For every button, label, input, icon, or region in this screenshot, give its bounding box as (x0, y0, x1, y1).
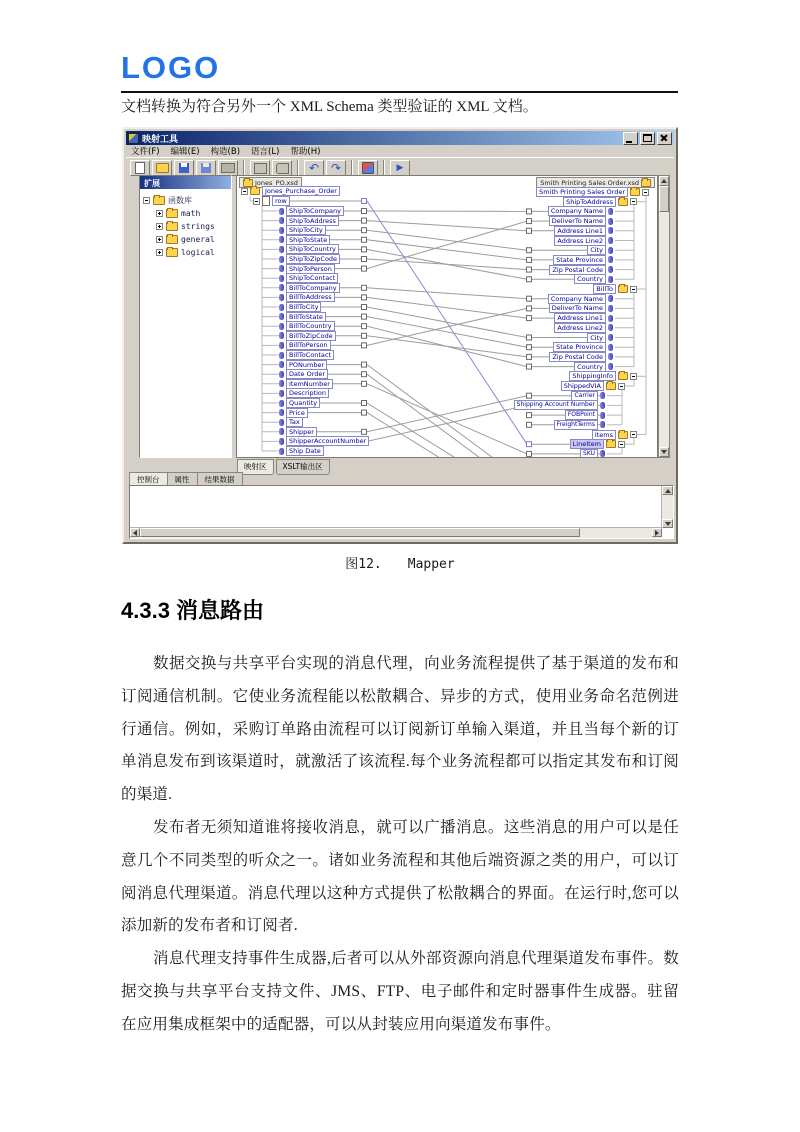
canvas-tab-bar (237, 459, 330, 475)
source-field-label: ShipToZipCode (286, 254, 340, 264)
target-field-row[interactable] (571, 391, 605, 401)
target-field-row[interactable] (554, 236, 613, 246)
target-field-row[interactable] (548, 206, 613, 216)
field-icon (600, 392, 605, 399)
folder-icon (618, 431, 628, 439)
field-icon (279, 332, 284, 339)
target-field-row[interactable] (549, 265, 613, 275)
target-node-label: Address Line1 (554, 226, 606, 236)
console-tab-2[interactable]: 结果数据 (198, 472, 243, 488)
field-icon (608, 334, 613, 341)
source-field-label: Shipper (286, 427, 317, 437)
app-icon (128, 133, 139, 144)
source-field-label: ShipToCity (286, 225, 326, 235)
collapse-icon[interactable] (630, 431, 637, 438)
target-field-row[interactable] (553, 342, 613, 352)
scroll-down-button[interactable] (659, 447, 669, 457)
tree-item-general[interactable] (143, 233, 229, 246)
source-schema-name: Jones_PO.xsd (255, 178, 298, 187)
target-node-label: Company Name (548, 206, 606, 216)
source-field-row[interactable] (279, 350, 334, 360)
collapse-icon[interactable] (241, 188, 248, 195)
folder-icon (630, 188, 640, 196)
expand-icon[interactable] (156, 210, 163, 217)
field-icon (279, 227, 284, 234)
logo: LOGO (121, 50, 221, 85)
folder-icon (618, 198, 628, 206)
field-icon (279, 342, 284, 349)
minimize-button[interactable] (623, 132, 638, 145)
collapse-icon[interactable] (618, 441, 625, 448)
close-icon (658, 133, 671, 144)
collapse-icon[interactable] (630, 198, 637, 205)
intro-text: 文档转换为符合另外一个 XML Schema 类型验证的 XML 文档。 (121, 99, 538, 115)
field-icon (608, 295, 613, 302)
console-tab-0[interactable]: 控制台 (129, 472, 168, 488)
source-field-row[interactable] (279, 398, 320, 408)
target-node-label: Address Line1 (554, 313, 606, 323)
source-field-row[interactable] (279, 360, 327, 370)
arrow-down-icon (665, 522, 671, 526)
source-field-row[interactable] (279, 427, 317, 437)
scrollbar-thumb[interactable] (140, 528, 580, 537)
field-icon (279, 275, 284, 282)
source-field-label: PONumber (286, 360, 327, 370)
scrollbar-thumb[interactable] (659, 186, 669, 212)
source-field-label: Tax (286, 417, 303, 427)
target-field-row[interactable] (553, 255, 613, 265)
source-field-row[interactable] (279, 225, 326, 235)
source-field-label: ItemNumber (286, 379, 333, 389)
field-icon (279, 419, 284, 426)
source-field-label: BillToPerson (286, 340, 331, 350)
menu-item[interactable]: 语言(L) (251, 147, 280, 157)
target-folder-row[interactable] (592, 430, 637, 440)
arrow-down-icon (661, 450, 667, 454)
target-node-label: Address Line2 (554, 323, 606, 333)
title-bar[interactable] (126, 131, 674, 145)
field-icon (279, 323, 284, 330)
toolbar-separator (383, 160, 385, 176)
source-field-label: ShipToAddress (286, 216, 339, 226)
source-group-label: row (272, 196, 290, 206)
header-rule (121, 91, 678, 93)
field-icon (608, 266, 613, 273)
target-folder-row[interactable] (570, 439, 625, 449)
tree-item-label: logical (181, 248, 215, 257)
print-button[interactable] (218, 160, 238, 176)
target-field-row[interactable] (574, 362, 613, 372)
source-root-label: Jones_Purchase_Order (262, 186, 340, 196)
arrow-left-icon (133, 530, 137, 536)
source-field-label: Description (286, 388, 329, 398)
source-field-row[interactable] (279, 388, 329, 398)
maximize-button[interactable] (640, 132, 655, 145)
source-field-label: ShipperAccountNumber (286, 436, 369, 446)
source-field-row[interactable] (279, 254, 340, 264)
target-field-row[interactable] (514, 400, 605, 410)
target-folder-row[interactable] (569, 371, 637, 381)
source-field-label: BillToCompany (286, 283, 340, 293)
source-field-row[interactable] (279, 436, 369, 446)
close-button[interactable] (657, 132, 672, 145)
source-field-row[interactable] (279, 369, 328, 379)
save-as-button[interactable] (196, 160, 216, 176)
target-field-row[interactable] (554, 226, 613, 236)
target-node-label: Address Line2 (554, 236, 606, 246)
console-horizontal-scrollbar[interactable] (130, 527, 662, 538)
collapse-icon[interactable] (253, 198, 260, 205)
section-heading: 4.3.3 消息路由 (121, 598, 265, 623)
source-field-label: BillToCountry (286, 321, 335, 331)
canvas-tab-mapping[interactable]: 映射区 (237, 459, 274, 475)
field-icon (279, 352, 284, 359)
toolbar-separator (243, 160, 245, 176)
figure-title: Mapper (407, 557, 455, 572)
source-field-row[interactable] (279, 235, 330, 245)
target-field-row[interactable] (574, 274, 613, 284)
target-field-row[interactable] (549, 216, 613, 226)
target-node-label: FOBPoint (565, 410, 598, 420)
field-icon (608, 237, 613, 244)
menu-bar (126, 145, 674, 157)
maximize-icon (643, 134, 652, 142)
save-as-icon (201, 163, 211, 173)
print-preview-icon (254, 163, 267, 174)
menu-item[interactable]: 文件(F) (131, 147, 160, 157)
folder-icon (618, 372, 628, 380)
target-node-label: City (587, 245, 606, 255)
field-icon (279, 438, 284, 445)
open-button[interactable] (152, 160, 172, 176)
menu-item[interactable]: 帮助(H) (290, 147, 321, 157)
target-node-label: State Province (553, 342, 606, 352)
target-node-label: BillTo (593, 284, 616, 294)
field-icon (279, 409, 284, 416)
source-field-label: Quantity (286, 398, 320, 408)
field-icon (600, 450, 605, 457)
target-folder-row[interactable] (563, 197, 637, 207)
target-field-row[interactable] (548, 294, 613, 304)
undo-icon (309, 163, 319, 173)
folder-icon (166, 222, 178, 231)
field-icon (279, 448, 284, 455)
folder-icon (153, 196, 165, 205)
arrow-up-icon (661, 179, 667, 183)
arrow-right-icon (655, 530, 659, 536)
print-preview-button[interactable] (250, 160, 270, 176)
target-field-row[interactable] (549, 352, 613, 362)
source-field-row[interactable] (279, 408, 308, 418)
source-field-row[interactable] (279, 321, 335, 331)
console-vertical-scrollbar[interactable] (661, 486, 673, 528)
figure-caption (0, 553, 800, 572)
source-field-row[interactable] (279, 206, 344, 216)
target-node-label: Company Name (548, 294, 606, 304)
console-output[interactable] (129, 485, 674, 539)
expand-icon[interactable] (156, 223, 163, 230)
field-icon (608, 315, 613, 322)
redo-button[interactable] (326, 160, 346, 176)
source-field-label: BillToState (286, 312, 326, 322)
source-field-row[interactable] (279, 312, 326, 322)
target-field-row[interactable] (587, 245, 613, 255)
target-node-label: DeliverTo Name (549, 216, 606, 226)
target-node-label: LineItem (570, 439, 604, 449)
new-button[interactable] (130, 160, 150, 176)
collapse-icon[interactable] (642, 189, 649, 196)
field-icon (279, 313, 284, 320)
field-icon (600, 421, 605, 428)
source-field-label: ShipToContact (286, 273, 338, 283)
collapse-icon[interactable] (630, 286, 637, 293)
tree-item-strings[interactable] (143, 220, 229, 233)
field-icon (279, 208, 284, 215)
target-node-label: City (587, 333, 606, 343)
source-field-label: Ship Date (286, 446, 324, 456)
folder-icon (166, 235, 178, 244)
field-icon (279, 265, 284, 272)
window-title: 映射工具 (142, 134, 179, 145)
target-node-label: Country (574, 362, 606, 372)
redo-icon (331, 163, 341, 173)
folder-icon (166, 248, 178, 257)
field-icon (608, 218, 613, 225)
body-paragraphs (121, 648, 679, 1042)
mapper-window (122, 127, 678, 544)
search-button[interactable] (272, 160, 292, 176)
expand-icon[interactable] (156, 249, 163, 256)
folder-icon (641, 179, 651, 187)
field-icon (279, 217, 284, 224)
target-node-label: State Province (553, 255, 606, 265)
toolbar-separator (351, 160, 353, 176)
target-node-label: DeliverTo Name (549, 303, 606, 313)
field-icon (608, 305, 613, 312)
field-icon (608, 344, 613, 351)
target-folder-row[interactable] (593, 284, 637, 294)
collapse-icon[interactable] (630, 373, 637, 380)
source-field-row[interactable] (279, 331, 336, 341)
source-group-row[interactable] (253, 196, 290, 206)
field-icon (279, 284, 284, 291)
field-icon (279, 400, 284, 407)
collapse-icon[interactable] (618, 383, 625, 390)
folder-icon (606, 382, 616, 390)
field-icon (608, 256, 613, 263)
target-node-label: Zip Postal Code (549, 265, 606, 275)
paragraph: 消息代理支持事件生成器,后者可以从外部资源向消息代理渠道发布事件。数据交换与共享平台支持文件、JMS、FTP、电子邮件和定时器事件生成器。驻留在应用集成框架中的适配器，可以从封装应用向渠道发布事件。 (121, 950, 679, 1033)
field-icon (279, 304, 284, 311)
field-icon (608, 247, 613, 254)
target-field-row[interactable] (580, 449, 605, 458)
function-library-tree (140, 189, 231, 259)
field-icon (600, 402, 605, 409)
tree-item-label: strings (181, 222, 215, 231)
menu-item[interactable]: 编辑(E) (170, 147, 200, 157)
undo-button[interactable] (304, 160, 324, 176)
tree-item-logical[interactable] (143, 246, 229, 259)
scroll-left-button[interactable] (130, 528, 140, 537)
source-field-row[interactable] (279, 216, 339, 226)
folder-icon (618, 285, 628, 293)
field-icon (608, 363, 613, 370)
field-icon (608, 208, 613, 215)
extensions-panel (139, 175, 232, 458)
paragraph: 发布者无须知道谁将接收消息，就可以广播消息。这些消息的用户可以是任意几个不同类型的听众之一。诸如业务流程和其他后端资源之类的用户，可以订阅消息代理渠道。消息代理以这种方式提供了松散耦合的界面。在运行时,您可以添加新的发布者和订阅者. (121, 818, 679, 935)
target-field-row[interactable] (554, 420, 605, 430)
target-folder-row[interactable] (536, 187, 649, 197)
source-field-label: ShipToPerson (286, 264, 335, 274)
field-icon (279, 246, 284, 253)
field-icon (279, 371, 284, 378)
canvas-scrollbar[interactable] (658, 175, 670, 458)
folder-icon (166, 209, 178, 218)
mapping-canvas[interactable] (236, 175, 658, 458)
target-node-label: Zip Postal Code (549, 352, 606, 362)
field-icon (279, 236, 284, 243)
source-field-label: Date Order (286, 369, 328, 379)
field-icon (608, 227, 613, 234)
source-field-label: ShipToCompany (286, 206, 344, 216)
canvas-tab-xslt[interactable]: XSLT输出区 (276, 459, 330, 475)
save-icon (179, 163, 189, 173)
target-field-row[interactable] (587, 333, 613, 343)
target-node-label: FreightTerms (554, 420, 598, 430)
scroll-down-button[interactable] (662, 519, 673, 528)
transform-icon (362, 162, 374, 174)
folder-icon (606, 440, 616, 448)
source-field-row[interactable] (279, 302, 321, 312)
target-field-row[interactable] (554, 313, 613, 323)
source-field-row[interactable] (279, 292, 335, 302)
field-icon (608, 353, 613, 360)
collapse-icon[interactable] (143, 197, 150, 204)
source-root-row[interactable] (241, 186, 340, 196)
target-field-row[interactable] (554, 323, 613, 333)
tree-item-math[interactable] (143, 207, 229, 220)
target-field-row[interactable] (549, 303, 613, 313)
run-button[interactable] (390, 160, 410, 176)
open-icon (156, 163, 169, 173)
target-node-label: Carrier (571, 391, 598, 401)
toolbar-separator (297, 160, 299, 176)
target-node-label: ShippedVIA (561, 381, 604, 391)
field-icon (608, 324, 613, 331)
target-node-label: SKU (580, 449, 598, 458)
field-icon (279, 256, 284, 263)
source-field-row[interactable] (279, 379, 333, 389)
source-field-row[interactable] (279, 446, 324, 456)
folder-icon (250, 187, 260, 195)
save-button[interactable] (174, 160, 194, 176)
source-field-row[interactable] (279, 264, 335, 274)
field-icon (608, 276, 613, 283)
arrow-up-icon (665, 489, 671, 493)
source-field-label: BillToContact (286, 350, 334, 360)
field-icon (279, 361, 284, 368)
source-field-row[interactable] (279, 417, 303, 427)
transform-button[interactable] (358, 160, 378, 176)
scroll-right-button[interactable] (652, 528, 662, 537)
tree-item-label: 函数库 (168, 196, 192, 205)
source-field-label: ShipToState (286, 235, 330, 245)
source-field-label: BillToZipCode (286, 331, 336, 341)
tree-item-root[interactable] (143, 194, 229, 207)
run-icon (397, 163, 404, 173)
expand-icon[interactable] (156, 236, 163, 243)
window-buttons (623, 132, 672, 145)
target-folder-row[interactable] (561, 381, 625, 391)
target-node-label: ShippingInfo (569, 371, 616, 381)
document-icon (262, 196, 270, 206)
source-field-label: BillToCity (286, 302, 321, 312)
tree-item-label: math (181, 209, 201, 218)
new-icon (135, 162, 145, 174)
target-field-row[interactable] (565, 410, 605, 420)
target-node-label: Smith Printing Sales Order (536, 187, 628, 197)
print-icon (221, 163, 235, 173)
source-field-row[interactable] (279, 340, 331, 350)
field-icon (279, 294, 284, 301)
source-field-label: Price (286, 408, 308, 418)
minimize-icon (626, 141, 632, 143)
target-node-label: Items (592, 430, 616, 440)
figure-number: 图12. (345, 557, 382, 572)
field-icon (279, 428, 284, 435)
field-icon (600, 412, 605, 419)
scroll-up-button[interactable] (662, 486, 673, 495)
target-node-label: Country (574, 274, 606, 284)
source-field-row[interactable] (279, 283, 340, 293)
console-tab-1[interactable]: 属性 (168, 472, 198, 488)
field-icon (279, 380, 284, 387)
tree-item-label: general (181, 235, 215, 244)
target-node-label: ShipToAddress (563, 197, 616, 207)
scroll-up-button[interactable] (659, 176, 669, 186)
menu-item[interactable]: 构造(B) (210, 147, 241, 157)
source-field-row[interactable] (279, 273, 338, 283)
target-node-label: Shipping Account Number (514, 400, 598, 410)
source-field-label: BillToAddress (286, 292, 335, 302)
paragraph: 数据交换与共享平台实现的消息代理，向业务流程提供了基于渠道的发布和订阅通信机制。它使业务流程能以松散耦合、异步的方式，使用业务命名范例进行通信。例如，采购订单路由流程可以订阅新订单输入渠道，并且当每个新的订单消息发布到该渠道时，就激活了该流程.每个业务流程都可以指定其发布和订阅的渠道. (121, 655, 679, 804)
field-icon (279, 390, 284, 397)
source-field-row[interactable] (279, 244, 339, 254)
search-icon (276, 163, 289, 174)
source-field-label: ShipToCountry (286, 244, 339, 254)
target-schema-name: Smith Printing Sales Order.xsd (540, 178, 639, 187)
extensions-panel-header: 扩展 (140, 176, 231, 189)
